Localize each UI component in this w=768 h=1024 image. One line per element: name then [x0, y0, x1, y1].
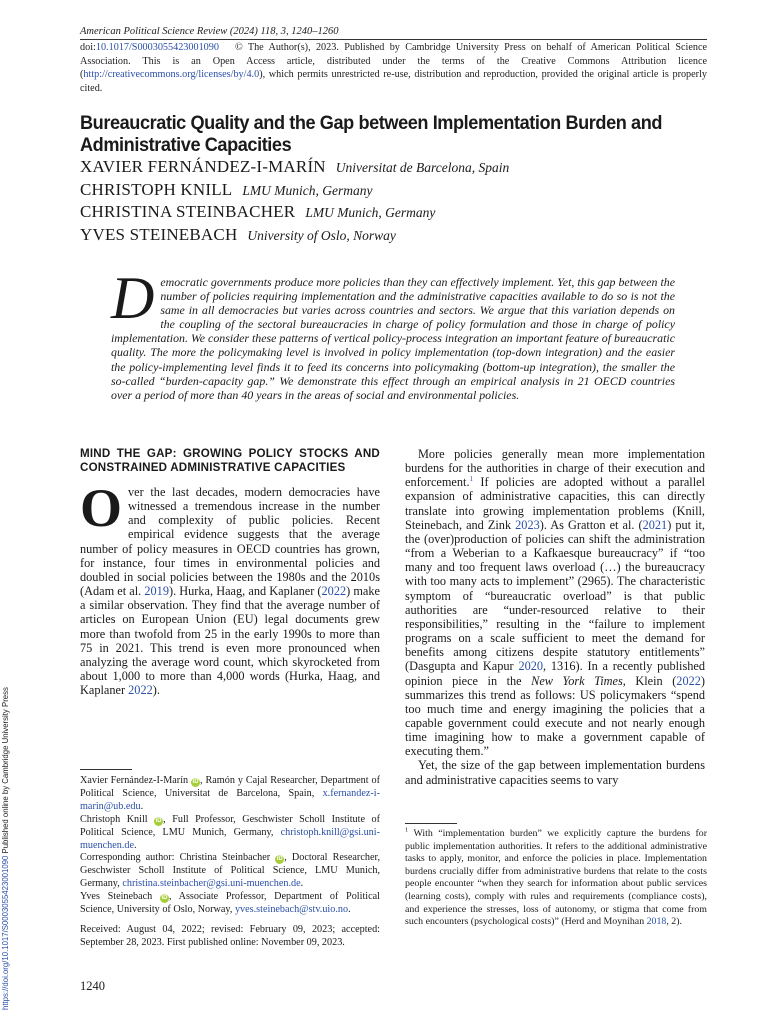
email-link[interactable]: christina.steinbacher@gsi.uni-muenchen.de	[122, 878, 301, 890]
orcid-icon[interactable]: iD	[161, 895, 168, 902]
orcid-icon[interactable]: iD	[155, 817, 162, 824]
affiliation-entry: Corresponding author: Christina Steinbacher iD , Doctoral Researcher, Geschwister Scholl Institute of Political Science, LMU Munich, Germany, christina.steinbacher@gsi.uni-muenchen.de.	[80, 852, 380, 890]
orcid-icon[interactable]: iD	[192, 779, 199, 785]
article-title: Bureaucratic Quality and the Gap between Implementation Burden and Administrative Capacities	[80, 112, 663, 156]
footnote-number: 1	[405, 826, 409, 834]
email-link[interactable]: yves.steinebach@stv.uio.no	[234, 904, 349, 916]
author-list	[80, 156, 720, 246]
affiliation-entry: Yves Steinebach iD , Associate Professor, Department of Political Science, University of Oslo, Norway, yves.steinebach@stv.uio.no.	[80, 891, 380, 916]
affiliation-rule	[80, 769, 132, 770]
author-name: CHRISTOPH KNILL	[80, 179, 233, 199]
orcid-icon[interactable]: iD	[276, 856, 283, 863]
author-name: XAVIER FERNÁNDEZ-I-MARÍN	[80, 157, 326, 176]
author	[80, 224, 720, 247]
right-column	[405, 447, 705, 787]
citation-link[interactable]: 2018	[646, 916, 667, 928]
sidebar-doi-notice: https://doi.org/10.1017/S0003055423001090 Published online by Cambridge University Press	[1, 687, 10, 1010]
citation-link[interactable]: 2022	[128, 683, 153, 698]
abstract	[111, 265, 675, 402]
citation-link[interactable]: 2021	[642, 517, 668, 532]
license-link[interactable]: http://creativecommons.org/licenses/by/4.0	[83, 69, 260, 80]
header-rule	[80, 39, 707, 40]
citation-link[interactable]: 2022	[676, 673, 701, 688]
author-affiliation: LMU Munich, Germany	[242, 182, 373, 198]
author-affiliation: Universitat de Barcelona, Spain	[335, 160, 510, 175]
author-name: YVES STEINEBACH	[80, 224, 238, 244]
email-link[interactable]: christoph.knill@gsi.uni-muenchen.de	[80, 826, 380, 851]
left-column	[80, 447, 380, 697]
affiliation-entry: Xavier Fernández-I-Marín iD , Ramón y Cajal Researcher, Department of Political Science, Universitat de Barcelona, Spain, x.fernandez-i-marin@ub.edu.	[80, 775, 380, 812]
paragraph: Over the last decades, modern democracies have witnessed a tremendous increase in the number and complexity of public policies. Recent empirical evidence suggests that the average number of policy measures in OECD countries has grown, for instance, four times in environmental policies and doubled in social policies between the 1980s and the 2010s (Adam et al. 2019). Hurka, Haag, and Kaplaner (2022) make a similar observation. They find that the average number of articles on European Union (EU) legal documents grew more than twofold from 25 in the early 1990s to more than 75 in 2021. This trend is even more pronounced when analyzing the average word count, which skyrocketed from about 1,000 to more than 4,000 words (Hurka, Haag, and Kaplaner 2022).	[80, 478, 380, 698]
author	[80, 201, 720, 224]
citation-link[interactable]: 2023	[515, 517, 540, 532]
author-affiliation: University of Oslo, Norway	[247, 227, 396, 243]
license-notice: doi:10.1017/S0003055423001090 © The Author(s), 2023. Published by Cambridge University Press on behalf of American Political Science Association. This is an Open Access article, distributed under the terms of the Creative Commons Attribution licence (http://creativecommons.org/licenses/by/4.0), which permits unrestricted re-use, distribution and reproduction, provided the original article is properly cited.	[80, 42, 707, 94]
author-affiliation: LMU Munich, Germany	[305, 205, 436, 220]
section-heading: MIND THE GAP: GROWING POLICY STOCKS AND CONSTRAINED ADMINISTRATIVE CAPACITIES	[80, 447, 380, 474]
affiliation-entry: Christoph Knill iD , Full Professor, Geschwister Scholl Institute of Political Science, LMU Munich, Germany, christoph.knill@gsi.uni-muenchen.de.	[80, 813, 380, 851]
section-drop-cap: O	[80, 478, 123, 538]
author	[80, 156, 720, 179]
footnote: $^1$ With “implementation burden” we explicitly capture the burdens for public implementation authorities. It refers to the additional administrative tasks to apply, monitor, and enforce the policies in place. Implementation burdens crucially differ from administrative burdens that relate to the costs people encounter “when they search for information about public services (learning costs), comply with rules and requirements (compliance costs), and experience the stresses, loss of autonomy, or stigma that come from such encounters (psychological costs)” (Herd and Moynihan 2018, 2).	[405, 826, 707, 928]
footnote-marker[interactable]: 1	[469, 475, 474, 484]
paragraph: More policies generally mean more implementation burdens for the authorities in charge of their execution and enforcement.$^1$ If policies are adopted without a parallel expansion of administrative capacities, this can directly translate into growing implementation problems (Knill, Steinebach, and Zink 2023). As Gratton et al. (2021) put it, the (over)production of policies can shift the administration “from a Weberian to a Kafkaesque bureaucracy” if “too many and too frequent laws overload (…) the bureaucracy with too many acts to implement” (2965). The characteristic symptom of “bureaucratic overload” is that public authorities are “under-resourced relative to their responsibilities,” resulting in the “failure to implement programs on a scale sufficient to meet the demand for benefits among citizens despite statutory entitlements” (Dasgupta and Kapur 2020, 1316). In a recently published opinion piece in the New York Times, Klein (2022) summarizes this trend as follows: US policymakers “spend too much time and energy imagining the policies that a capable government could execute and not nearly enough time imagining how to make a government capable of executing them.”	[405, 447, 706, 759]
sidebar-doi-link[interactable]: https://doi.org/10.1017/S0003055423001090	[1, 855, 10, 1010]
abstract-drop-cap: D	[111, 265, 155, 331]
page-number: 1240	[80, 979, 105, 993]
abstract-text: emocratic governments produce more policies than they can effectively implement. Yet, this gap between the number of policies requiring implementation and the administrative capacities available to do so is not the same in all democracies but varies across countries and sectors. We argue that this variation depends on the coupling of the sectoral bureaucracies in charge of policy formulation and those in charge of policy implementation. We consider these patterns of vertical policy-process integration an important feature of bureaucratic quality. The more the policymaking level is involved in policy implementation (top-down integration) and the easier the policy-implementing level finds it to feed its concerns into policymaking (bottom-up integration), the smaller the so-called “burden-capacity gap.” We demonstrate this effect through an empirical analysis in 21 OECD countries over a period of more than 40 years in the areas of social and environmental policies.	[111, 275, 675, 402]
doi-link[interactable]: 10.1017/S0003055423001090	[95, 42, 219, 53]
citation-link[interactable]: 2022	[321, 584, 347, 599]
journal-citation: American Political Science Review (2024) 118, 3, 1240–1260	[80, 26, 339, 37]
paragraph: Yet, the size of the gap between implementation burdens and administrative capacities seems to vary	[405, 758, 705, 787]
doi: doi:10.1017/S0003055423001090	[80, 42, 219, 53]
footnote-rule	[405, 823, 457, 824]
author	[80, 179, 720, 202]
author-name: CHRISTINA STEINBACHER	[80, 202, 296, 221]
citation-link[interactable]: 2019	[144, 584, 169, 599]
author-affiliations	[80, 775, 380, 950]
received-dates: Received: August 04, 2022; revised: February 09, 2023; accepted: September 28, 2023. First published online: November 09, 2023.	[80, 923, 380, 948]
citation-link[interactable]: 2020	[518, 659, 544, 674]
email-link[interactable]: x.fernandez-i-marin@ub.edu	[80, 787, 380, 812]
